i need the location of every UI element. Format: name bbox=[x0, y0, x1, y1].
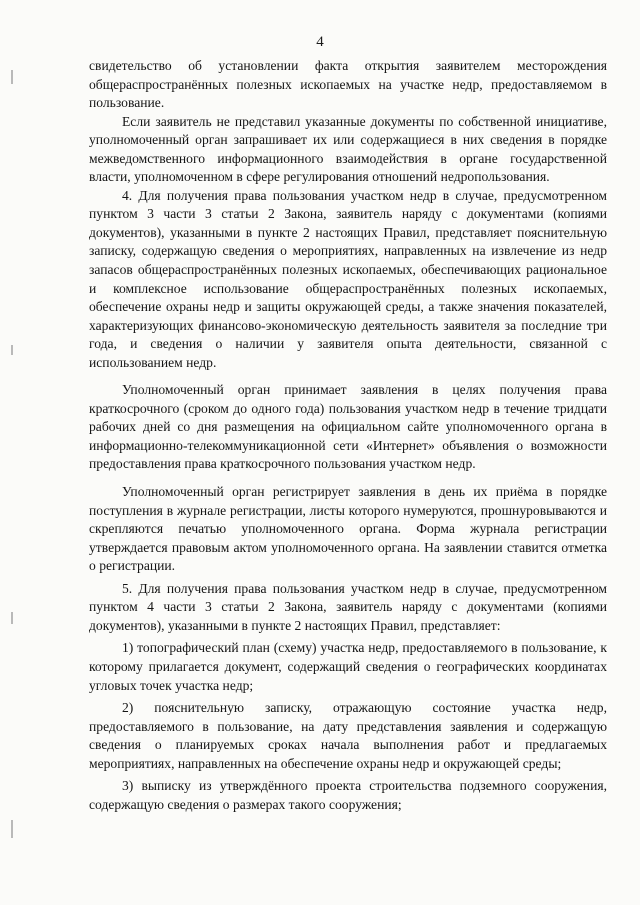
paragraph-item-4: 4. Для получения права пользования участком недр в случае, предусмотренном пунктом 3 части 3 статьи 2 Закона, заявитель наряду с документами (копиями документов), указанными в пункте 2 настоящих Правил, представляет пояснительную записку, содержащую сведения о мероприятиях, направленных на извлечение из недр запасов общераспространённых полезных ископаемых, обеспечивающих рациональное и комплексное использование общераспространённых полезных ископаемых, обеспечение охраны недр и защиты окружающей среды, а также значения показателей, характеризующих финансово-экономическую деятельность заявителя за последние три года, и сведения о наличии у заявителя опыта деятельности, связанной с использованием недр. bbox=[89, 187, 607, 370]
scan-margin-mark bbox=[11, 820, 13, 838]
page-number: 4 bbox=[316, 34, 324, 50]
list-item-2: 2) пояснительную записку, отражающую состояние участка недр, предоставляемого в пользование, на дату представления заявления и содержащую сведения о планируемых сроках начала выполнения работ и предлагаемых мероприятиях, направленных на обеспечение охраны недр и окружающей среды; bbox=[89, 700, 607, 771]
list-item-3: 3) выписку из утверждённого проекта строительства подземного сооружения, содержащую сведения о размерах такого сооружения; bbox=[89, 778, 607, 812]
paragraph-item-5: 5. Для получения права пользования участком недр в случае, предусмотренном пунктом 4 части 3 статьи 2 Закона, заявитель наряду с документами (копиями документов), указанными в пункте 2 настоящих Правил, представляет: bbox=[89, 580, 607, 633]
scan-margin-mark bbox=[11, 345, 13, 355]
scan-margin-mark bbox=[11, 612, 13, 624]
paragraph-registration: Уполномоченный орган регистрирует заявления в день их приёма в порядке поступления в журнале регистрации, листы которого нумеруются, прошнуровываются и скрепляются печатью уполномоченного органа. Форма журнала регистрации утверждается правовым актом уполномоченного органа. На заявлении ставится отметка о регистрации. bbox=[89, 484, 607, 574]
paragraph-continuation: свидетельство об установлении факта открытия заявителем месторождения общераспространённых полезных ископаемых на участке недр, предоставляемом в пользование. bbox=[89, 58, 607, 111]
list-item-1: 1) топографический план (схему) участка недр, предоставляемого в пользование, к которому прилагается документ, содержащий сведения о географических координатах угловых точек участка недр; bbox=[89, 640, 607, 693]
scan-margin-mark bbox=[11, 70, 13, 84]
paragraph-interagency-request: Если заявитель не представил указанные документы по собственной инициативе, уполномоченный орган запрашивает их или содержащиеся в них сведения в порядке межведомственного информационного взаимодействия в органе государственной власти, уполномоченном в сфере регулирования отношений недропользования. bbox=[89, 113, 607, 185]
paragraph-short-term-applications: Уполномоченный орган принимает заявления в целях получения права краткосрочного (сроком до одного года) пользования участком недр в течение тридцати рабочих дней со дня размещения на официальном сайте уполномоченного органа в информационно-телекоммуникационной сети «Интернет» объявления о возможности предоставления права краткосрочного пользования участком недр. bbox=[89, 382, 607, 472]
document-body bbox=[89, 57, 607, 814]
